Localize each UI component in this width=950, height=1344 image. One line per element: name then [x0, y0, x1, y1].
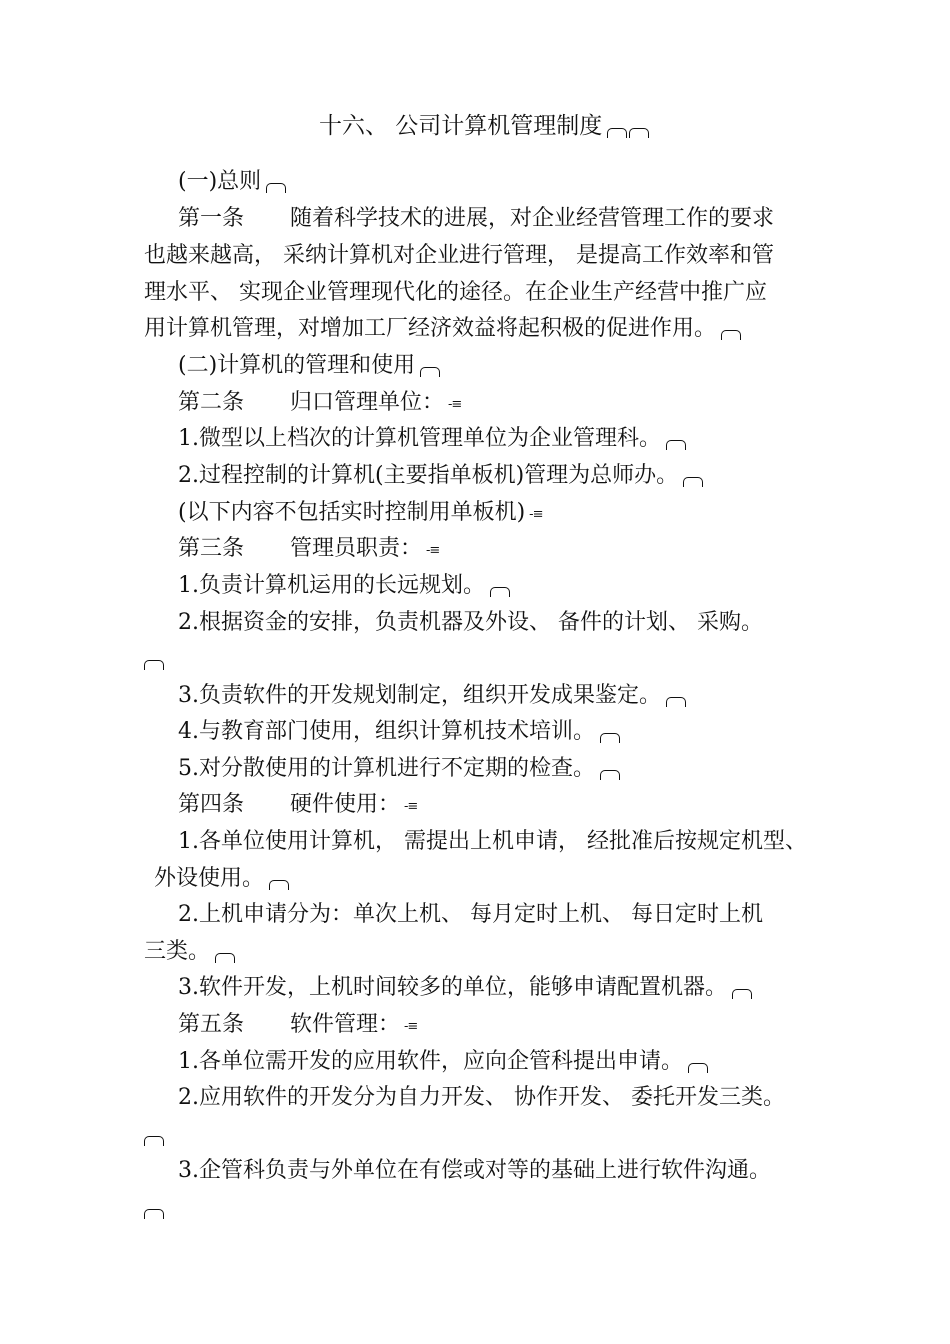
page-title — [319, 108, 649, 145]
list-item — [178, 1153, 771, 1190]
paragraph-mark-icon — [144, 1209, 164, 1219]
paragraph-mark-icon — [144, 1136, 164, 1146]
list-item — [178, 1080, 785, 1117]
paragraph-mark-icon — [266, 183, 286, 193]
paragraph-text: 用计算机管理，对增加工厂经济效益将起积极的促进作用。 — [144, 316, 717, 341]
article-label: 第四条 — [178, 792, 245, 817]
page-title-text: 十六、 公司计算机管理制度 — [319, 113, 603, 139]
paragraph-mark-icon — [666, 440, 686, 450]
article-title: 硬件使用： — [290, 792, 401, 817]
list-item-text: 3.软件开发，上机时间较多的单位，能够申请配置机器。 — [178, 975, 727, 1000]
paragraph-mark-icon — [607, 128, 627, 138]
paragraph-mark-icon — [666, 697, 686, 707]
list-item-text: 外设使用。 — [154, 866, 265, 891]
wrap-line — [144, 1190, 164, 1227]
article-text: 随着科学技术的进展，对企业经营管理工作的要求 — [290, 206, 775, 231]
paragraph-mark-icon — [420, 367, 440, 377]
section-heading-text: (二)计算机的管理和使用 — [178, 353, 416, 378]
paragraph-text: 理水平、 实现企业管理现代化的途径。在企业生产经营中推广应 — [144, 280, 767, 305]
wrap-line — [154, 861, 289, 898]
list-item-text: 1.各单位需开发的应用软件，应向企管科提出申请。 — [178, 1049, 683, 1074]
list-item — [178, 605, 763, 642]
paragraph-mark-icon — [215, 953, 235, 963]
tab-mark-icon: -≡ — [529, 507, 543, 522]
article-line — [178, 531, 439, 570]
paragraph-text: 也越来越高， 采纳计算机对企业进行管理， 是提高工作效率和管 — [144, 243, 774, 268]
list-item — [178, 970, 752, 1007]
article-line — [178, 787, 417, 826]
tab-mark-icon: -≡ — [448, 397, 462, 412]
text-line — [144, 238, 774, 275]
paragraph-mark-icon — [144, 660, 164, 670]
text-line — [144, 275, 767, 312]
tab-mark-icon: -≡ — [404, 799, 418, 814]
paragraph-mark-icon — [629, 128, 649, 138]
section-heading-text: (一)总则 — [178, 169, 262, 194]
list-item — [178, 568, 510, 605]
list-item — [178, 458, 703, 495]
list-item-text: 5.对分散使用的计算机进行不定期的检查。 — [178, 756, 595, 781]
article-title: 管理员职责： — [290, 536, 423, 561]
list-item-text: 1.负责计算机运用的长远规划。 — [178, 573, 485, 598]
tab-mark-icon: -≡ — [404, 1019, 418, 1034]
list-item-text: 3.企管科负责与外单位在有偿或对等的基础上进行软件沟通。 — [178, 1158, 771, 1183]
list-item-text: 4.与教育部门使用，组织计算机技术培训。 — [178, 719, 595, 744]
list-item — [178, 1044, 708, 1081]
list-item — [178, 678, 686, 715]
list-item — [178, 421, 686, 458]
article-title: 归口管理单位： — [290, 390, 445, 415]
list-item — [178, 824, 807, 861]
paragraph-mark-icon — [732, 989, 752, 999]
article-label: 第二条 — [178, 390, 245, 415]
article-label: 第一条 — [178, 206, 245, 231]
paragraph-mark-icon — [600, 770, 620, 780]
wrap-line — [144, 1117, 164, 1154]
text-line — [144, 311, 741, 348]
paragraph-mark-icon — [269, 880, 289, 890]
wrap-line — [144, 641, 164, 678]
list-item-text: 2.过程控制的计算机(主要指单板机)管理为总师办。 — [178, 463, 679, 488]
list-item-text: 1.微型以上档次的计算机管理单位为企业管理科。 — [178, 426, 661, 451]
article-label: 第五条 — [178, 1012, 245, 1037]
list-item-text: 3.负责软件的开发规划制定，组织开发成果鉴定。 — [178, 683, 661, 708]
list-item — [178, 714, 620, 751]
list-item-text: 2.根据资金的安排，负责机器及外设、 备件的计划、 采购。 — [178, 610, 763, 635]
article-line — [178, 201, 774, 238]
section-heading — [178, 348, 440, 385]
paragraph-mark-icon — [600, 733, 620, 743]
list-item-text: 2.上机申请分为：单次上机、 每月定时上机、 每日定时上机 — [178, 902, 763, 927]
list-item-text: 2.应用软件的开发分为自力开发、 协作开发、 委托开发三类。 — [178, 1085, 785, 1110]
tab-mark-icon: -≡ — [426, 543, 440, 558]
list-item-text: 三类。 — [144, 939, 211, 964]
list-item-text: 1.各单位使用计算机， 需提出上机申请， 经批准后按规定机型、 — [178, 829, 807, 854]
article-title: 软件管理： — [290, 1012, 401, 1037]
paragraph-mark-icon — [683, 477, 703, 487]
paragraph-mark-icon — [721, 330, 741, 340]
note-text: (以下内容不包括实时控制用单板机) — [178, 500, 526, 525]
note-line — [178, 495, 542, 534]
article-line — [178, 1007, 417, 1046]
list-item — [178, 897, 763, 934]
section-heading — [178, 164, 286, 201]
paragraph-mark-icon — [490, 587, 510, 597]
list-item — [178, 751, 620, 788]
article-line — [178, 385, 461, 424]
paragraph-mark-icon — [688, 1063, 708, 1073]
wrap-line — [144, 934, 235, 971]
article-label: 第三条 — [178, 536, 245, 561]
